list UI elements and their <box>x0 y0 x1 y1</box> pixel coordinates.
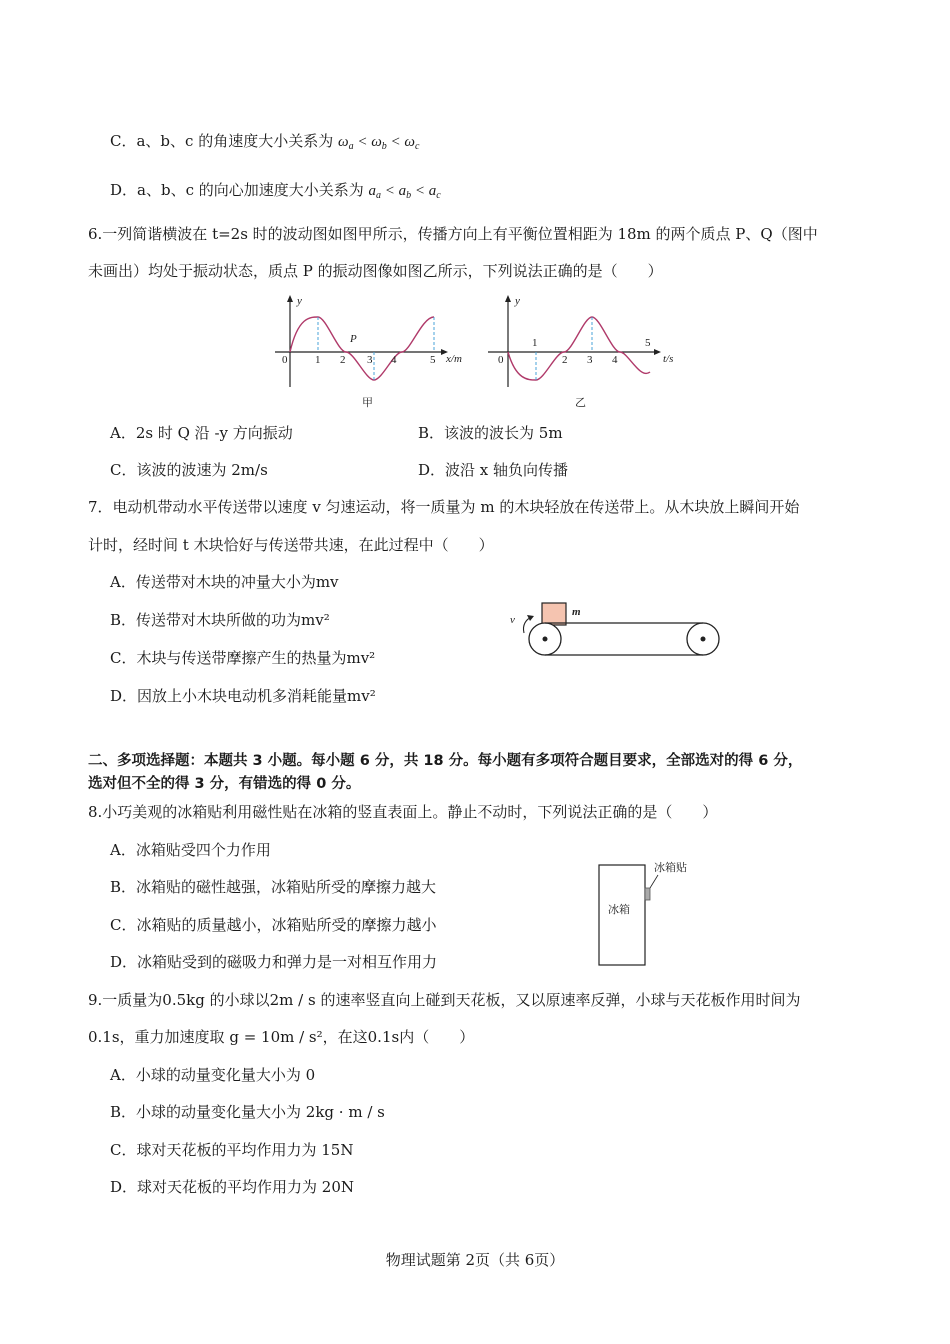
section2-header-line2: 选对但不全的得 3 分，有错选的得 0 分。 <box>88 776 361 792</box>
mass-label: m <box>572 606 581 618</box>
q6-stem-line2: 未画出）均处于振动状态，质点 P 的振动图像如图乙所示，下列说法正确的是（ ） <box>88 262 663 280</box>
magnet-piece <box>645 888 650 900</box>
q9-option-b: B．小球的动量变化量大小为 2kg · m / s <box>110 1103 385 1121</box>
fig-b-origin: 0 <box>498 354 504 366</box>
page-footer: 物理试题第 2页（共 6页） <box>385 1251 565 1269</box>
fig-a-tick: 4 <box>391 354 397 366</box>
q7-option-a: A．传送带对木块的冲量大小为mv <box>110 573 339 591</box>
q7-stem-line1: 7．电动机带动水平传送带以速度 v 匀速运动，将一质量为 m 的木块轻放在传送带上。从木块放上瞬间开始 <box>88 498 800 516</box>
q5-option-c: C．a、b、c 的角速度大小关系为 $\omega_a < \omega_b < \omega_c$ <box>110 132 420 152</box>
fig-b-caption: 乙 <box>575 397 586 409</box>
q8-stem: 8.小巧美观的冰箱贴利用磁性贴在冰箱的竖直表面上。静止不动时，下列说法正确的是（ ） <box>88 803 718 821</box>
wave-graph-jia <box>275 295 462 409</box>
wooden-block <box>542 603 566 625</box>
conveyor-belt-figure <box>500 595 730 665</box>
fig-a-caption: 甲 <box>362 397 373 409</box>
fig-b-tick: 1 <box>532 337 538 349</box>
q9-stem-line2: 0.1s，重力加速度取 g = 10m / s²，在这0.1s内（ ） <box>88 1028 475 1046</box>
fig-b-tick: 5 <box>645 337 651 349</box>
q9-option-a: A．小球的动量变化量大小为 0 <box>110 1066 316 1084</box>
q8-option-d: D．冰箱贴受到的磁吸力和弹力是一对相互作用力 <box>110 953 438 971</box>
q5-option-d: D．a、b、c 的向心加速度大小关系为 $a_a < a_b < a_c$ <box>110 181 441 201</box>
fridge-magnet-figure <box>596 855 706 970</box>
fig-b-tick: 2 <box>562 354 568 366</box>
magnet-label: 冰箱贴 <box>654 862 687 874</box>
fridge-label: 冰箱 <box>608 904 630 916</box>
q6-stem-line1: 6.一列简谐横波在 t=2s 时的波动图如图甲所示，传播方向上有平衡位置相距为 18m 的两个质点 P、Q（图中 <box>88 225 818 243</box>
q9-stem-line1: 9.一质量为0.5kg 的小球以2m / s 的速率竖直向上碰到天花板，又以原速率反弹，小球与天花板作用时间为 <box>88 991 801 1009</box>
q9-option-c: C．球对天花板的平均作用力为 15N <box>110 1141 354 1159</box>
q6-option-a: A．2s 时 Q 沿 -y 方向振动 <box>110 424 293 442</box>
vibration-graph-yi <box>488 295 673 409</box>
velocity-label: v <box>510 614 515 626</box>
fig-a-origin: 0 <box>282 354 288 366</box>
q9-option-d: D．球对天花板的平均作用力为 20N <box>110 1178 355 1196</box>
q8-option-a: A．冰箱贴受四个力作用 <box>110 841 271 859</box>
fig-a-tick: 2 <box>340 354 346 366</box>
fig-b-tick: 4 <box>612 354 618 366</box>
q6-option-c: C．该波的波速为 2m/s <box>110 461 268 479</box>
fig-b-ylabel: y <box>515 295 520 307</box>
q6-option-d: D．波沿 x 轴负向传播 <box>418 461 569 479</box>
q6-wave-figures <box>270 292 690 412</box>
fig-a-ylabel: y <box>297 295 302 307</box>
fig-a-tick: 1 <box>315 354 321 366</box>
fig-a-xlabel: x/m <box>446 353 462 365</box>
q8-option-b: B．冰箱贴的磁性越强，冰箱贴所受的摩擦力越大 <box>110 878 437 896</box>
q7-option-d: D．因放上小木块电动机多消耗能量mv² <box>110 687 376 705</box>
q7-option-b: B．传送带对木块所做的功为mv² <box>110 611 330 629</box>
section2-header-line1: 二、多项选择题：本题共 3 小题。每小题 6 分，共 18 分。每小题有多项符合题目要求，全部选对的得 6 分， <box>88 753 803 769</box>
fig-b-tick: 3 <box>587 354 593 366</box>
q7-option-c: C．木块与传送带摩擦产生的热量为mv² <box>110 649 376 667</box>
fig-a-tick: 5 <box>430 354 436 366</box>
fig-a-tick: 3 <box>367 354 373 366</box>
q7-stem-line2: 计时，经时间 t 木块恰好与传送带共速，在此过程中（ ） <box>88 536 494 554</box>
fig-a-point-p: P <box>350 333 357 345</box>
q8-option-c: C．冰箱贴的质量越小，冰箱贴所受的摩擦力越小 <box>110 916 437 934</box>
fig-b-xlabel: t/s <box>663 353 674 365</box>
q6-option-b: B．该波的波长为 5m <box>418 424 563 442</box>
